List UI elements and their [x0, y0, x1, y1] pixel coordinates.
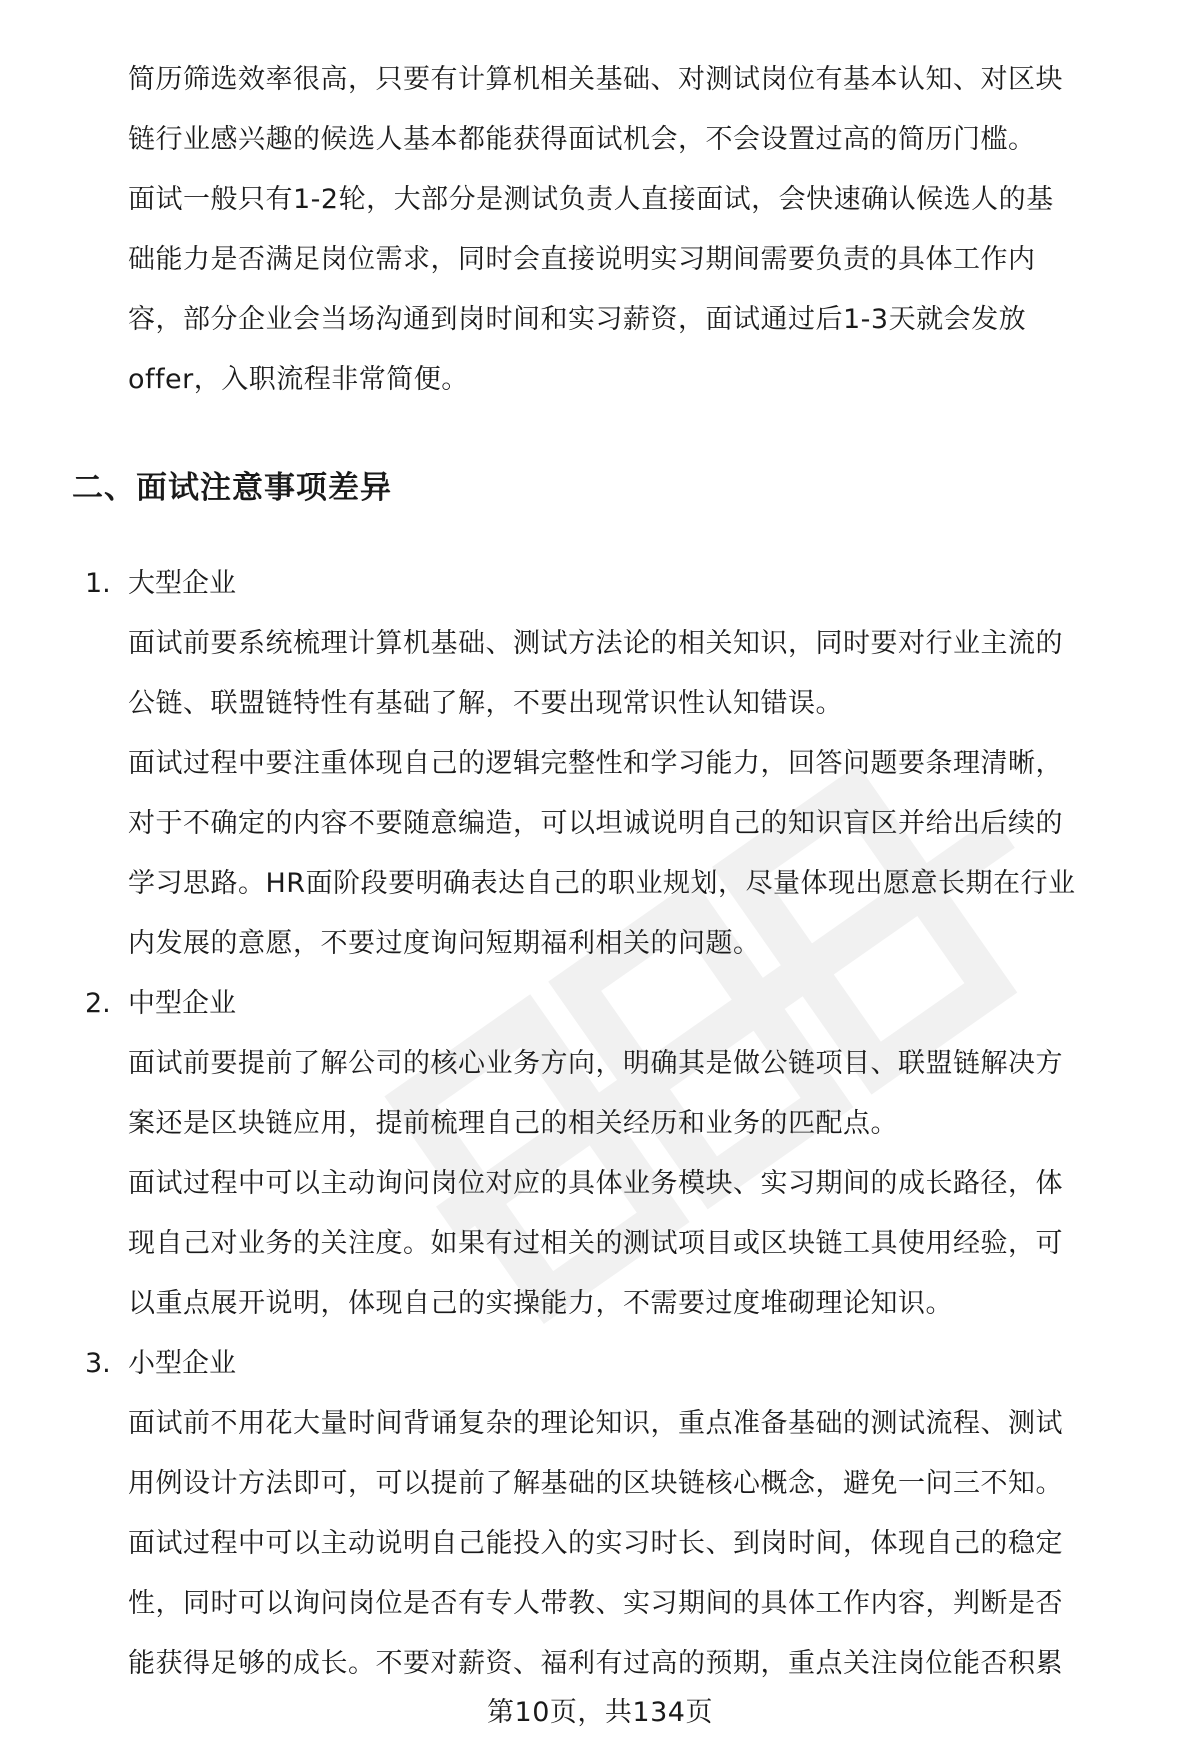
body-line: 面试前要提前了解公司的核心业务方向，明确其是做公链项目、联盟链解决方: [128, 1048, 1063, 1079]
list-item-label: 小型企业: [128, 1348, 236, 1379]
intro-paragraph: [128, 50, 1158, 410]
intro-line: 容，部分企业会当场沟通到岗时间和实习薪资，面试通过后1-3天就会发放: [128, 304, 1027, 335]
list-item-number: 3.: [85, 1348, 111, 1379]
list-item-body: [128, 1394, 1158, 1694]
body-line: 案还是区块链应用，提前梳理自己的相关经历和业务的匹配点。: [128, 1108, 898, 1139]
body-line: 面试过程中可以主动说明自己能投入的实习时长、到岗时间，体现自己的稳定: [128, 1528, 1063, 1559]
list-item-label: 大型企业: [128, 568, 236, 599]
page-number-footer: 第10页，共134页: [487, 1697, 713, 1728]
intro-line: 链行业感兴趣的候选人基本都能获得面试机会，不会设置过高的简历门槛。: [128, 124, 1036, 155]
body-line: 内发展的意愿，不要过度询问短期福利相关的问题。: [128, 928, 761, 959]
body-line: 对于不确定的内容不要随意编造，可以坦诚说明自己的知识盲区并给出后续的: [128, 808, 1063, 839]
list-item-number: 2.: [85, 988, 111, 1019]
intro-line: 面试一般只有1-2轮，大部分是测试负责人直接面试，会快速确认候选人的基: [128, 184, 1054, 215]
body-line: 公链、联盟链特性有基础了解，不要出现常识性认知错误。: [128, 688, 843, 719]
body-line: 以重点展开说明，体现自己的实操能力，不需要过度堆砌理论知识。: [128, 1288, 953, 1319]
intro-line: 础能力是否满足岗位需求，同时会直接说明实习期间需要负责的具体工作内: [128, 244, 1036, 275]
list-item-title: [85, 554, 236, 614]
body-line: 面试过程中可以主动询问岗位对应的具体业务模块、实习期间的成长路径，体: [128, 1168, 1063, 1199]
list-item-number: 1.: [85, 568, 111, 599]
intro-line: offer，入职流程非常简便。: [128, 364, 469, 395]
section-heading: 二、面试注意事项差异: [72, 470, 392, 506]
list-item-title: [85, 974, 236, 1034]
list-item-body: [128, 1034, 1158, 1334]
body-line: 能获得足够的成长。不要对薪资、福利有过高的预期，重点关注岗位能否积累: [128, 1648, 1063, 1679]
body-line: 性，同时可以询问岗位是否有专人带教、实习期间的具体工作内容，判断是否: [128, 1588, 1063, 1619]
body-line: 面试过程中要注重体现自己的逻辑完整性和学习能力，回答问题要条理清晰，: [128, 748, 1063, 779]
body-line: 面试前要系统梳理计算机基础、测试方法论的相关知识，同时要对行业主流的: [128, 628, 1063, 659]
list-item-label: 中型企业: [128, 988, 236, 1019]
body-line: 面试前不用花大量时间背诵复杂的理论知识，重点准备基础的测试流程、测试: [128, 1408, 1063, 1439]
intro-line: 简历筛选效率很高，只要有计算机相关基础、对测试岗位有基本认知、对区块: [128, 64, 1063, 95]
list-item-title: [85, 1334, 236, 1394]
list-item-body: [128, 614, 1158, 974]
body-line: 学习思路。HR面阶段要明确表达自己的职业规划，尽量体现出愿意长期在行业: [128, 868, 1076, 899]
body-line: 用例设计方法即可，可以提前了解基础的区块链核心概念，避免一问三不知。: [128, 1468, 1063, 1499]
body-line: 现自己对业务的关注度。如果有过相关的测试项目或区块链工具使用经验，可: [128, 1228, 1063, 1259]
